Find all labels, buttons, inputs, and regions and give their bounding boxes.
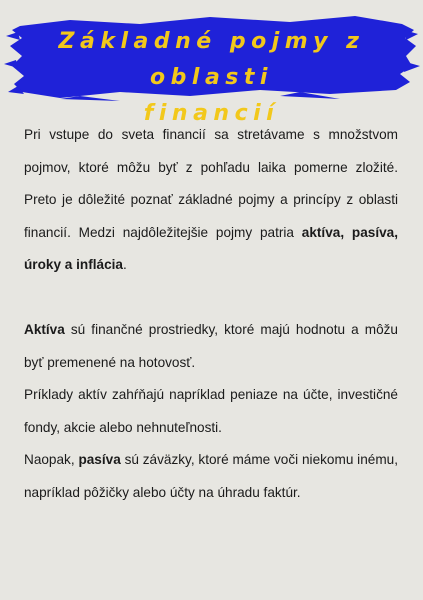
assets-definition-paragraph [24, 314, 398, 379]
assets-term: Aktíva [24, 322, 65, 337]
liabilities-definition: sú záväzky, ktoré máme voči niekomu inému, napríklad pôžičky alebo účty na úhradu faktúr. [24, 452, 398, 500]
paragraph-spacer [24, 282, 398, 315]
intro-text: Pri vstupe do sveta financií sa stretávame s množstvom pojmov, ktoré môžu byť z pohľadu laika pomerne zložité. Preto je dôležité poznať základné pojmy a princípy z oblasti financií. Medzi najdôležitejšie pojmy patria [24, 127, 398, 240]
intro-key-terms: aktíva, pasíva, úroky a inflácia [24, 224, 399, 272]
liabilities-term: pasíva [78, 452, 121, 467]
liabilities-lead: Naopak, [24, 452, 79, 467]
title-line-2: financií [143, 101, 280, 126]
assets-definition: sú finančné prostriedky, ktoré majú hodnotu a môžu byť premenené na hotovosť. [24, 322, 398, 370]
title-banner [0, 0, 423, 126]
main-content [24, 119, 398, 509]
intro-paragraph [24, 119, 398, 282]
intro-end: . [122, 257, 127, 272]
title-line-1: Základné pojmy z oblasti [58, 29, 365, 90]
page-title [0, 24, 423, 132]
liabilities-paragraph [24, 444, 398, 509]
assets-examples-paragraph: Príklady aktív zahŕňajú napríklad peniaze na účte, investičné fondy, akcie alebo nehnuteľnosti. [24, 387, 398, 435]
